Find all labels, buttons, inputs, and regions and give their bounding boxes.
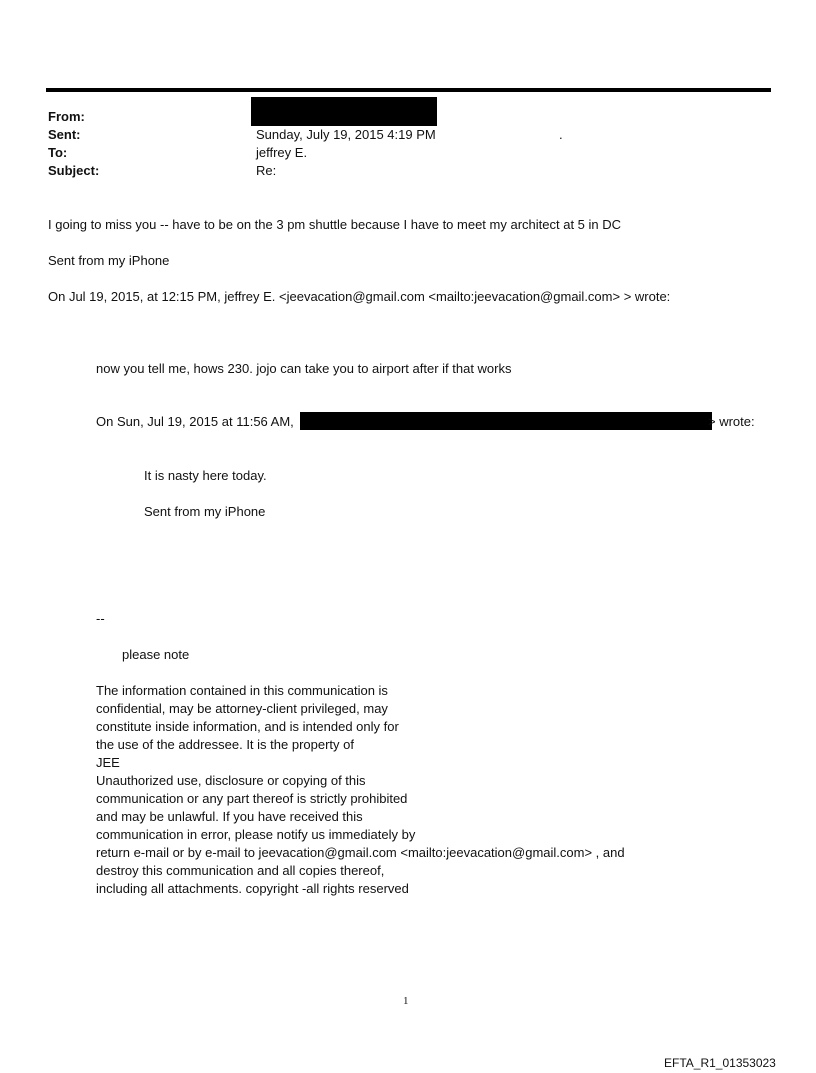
disclaimer-line: confidential, may be attorney-client privileged, may [96, 701, 388, 716]
disclaimer-line: constitute inside information, and is intended only for [96, 719, 399, 734]
document-id: EFTA_R1_01353023 [664, 1056, 776, 1070]
disclaimer-line: including all attachments. copyright -all rights reserved [96, 881, 409, 896]
disclaimer-line: The information contained in this communication is [96, 683, 388, 698]
disclaimer-line: communication in error, please notify us immediately by [96, 827, 416, 842]
disclaimer-line: destroy this communication and all copies thereof, [96, 863, 385, 878]
sent-label: Sent: [48, 127, 81, 142]
sent-value: Sunday, July 19, 2015 4:19 PM [256, 127, 436, 142]
quoted-message-2: It is nasty here today. [144, 468, 267, 483]
disclaimer-line: JEE [96, 755, 120, 770]
quoted-message-1: now you tell me, hows 230. jojo can take you to airport after if that works [96, 361, 512, 376]
stray-mark: . [559, 127, 563, 142]
disclaimer-line: communication or any part thereof is strictly prohibited [96, 791, 408, 806]
disclaimer-line: the use of the addressee. It is the property of [96, 737, 354, 752]
quote-header-2-suffix: > wrote: [708, 414, 755, 429]
subject-label: Subject: [48, 163, 100, 178]
please-note-text: please note [122, 647, 190, 662]
quote-header-1: On Jul 19, 2015, at 12:15 PM, jeffrey E. <jeevacation@gmail.com <mailto:jeevacation@gmail.com> > wrote: [48, 289, 671, 304]
quoted-signature-iphone: Sent from my iPhone [144, 504, 266, 519]
redacted-sender-block [251, 97, 437, 126]
from-label: From: [48, 109, 85, 124]
disclaimer-line: return e-mail or by e-mail to jeevacation@gmail.com <mailto:jeevacation@gmail.com> , and [96, 845, 625, 860]
page-number: 1 [403, 995, 409, 1007]
signature-iphone: Sent from my iPhone [48, 253, 170, 268]
redacted-quote-sender [300, 412, 712, 430]
message-body-line: I going to miss you -- have to be on the 3 pm shuttle because I have to meet my architect at 5 in DC [48, 217, 622, 232]
header-divider-rule [46, 88, 771, 92]
to-value: jeffrey E. [256, 145, 308, 160]
subject-value: Re: [256, 163, 277, 178]
disclaimer-line: Unauthorized use, disclosure or copying of this [96, 773, 366, 788]
quote-header-2-prefix: On Sun, Jul 19, 2015 at 11:56 AM, [96, 414, 294, 429]
disclaimer-line: and may be unlawful. If you have received this [96, 809, 363, 824]
signature-separator: -- [96, 611, 105, 626]
to-label: To: [48, 145, 68, 160]
confidentiality-disclaimer [96, 682, 696, 898]
